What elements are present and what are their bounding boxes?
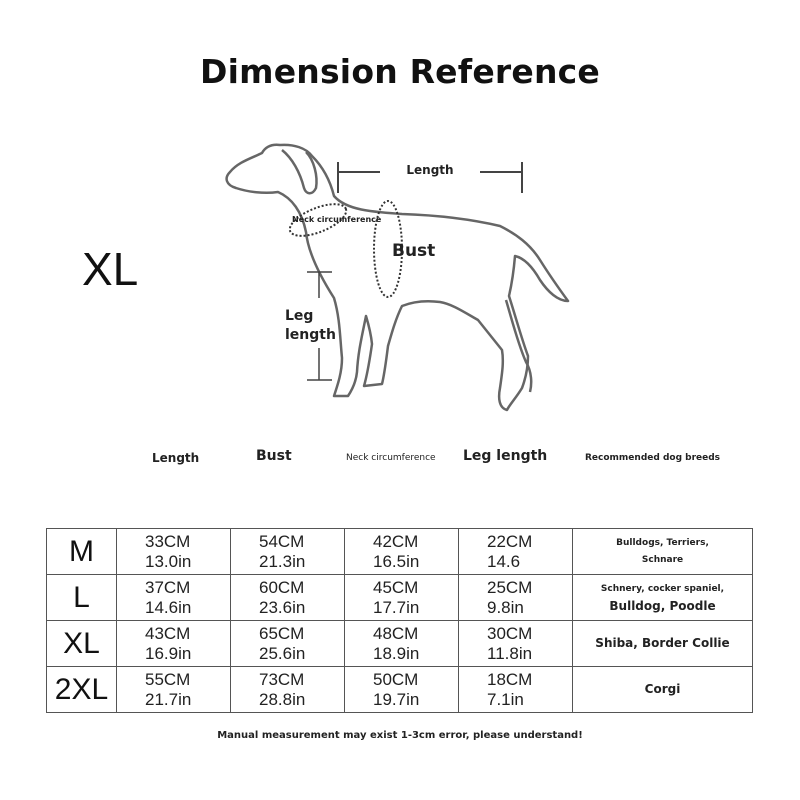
length-cell: 33CM 13.0in: [117, 529, 231, 575]
neck-measure-label: Neck circumference: [292, 215, 382, 224]
leg-measure-label-line1: Leg: [285, 308, 314, 324]
footnote: Manual measurement may exist 1-3cm error, please understand!: [217, 730, 583, 741]
bust-cell: 60CM 23.6in: [231, 575, 345, 621]
header-length: Length: [152, 451, 200, 465]
table-row: [47, 529, 753, 575]
breed-cell: Schnery, cocker spaniel, Bulldog, Poodle: [573, 575, 753, 621]
leg-cell: 22CM 14.6: [459, 529, 573, 575]
header-breeds: Recommended dog breeds: [585, 453, 721, 463]
length-cell: 55CM 21.7in: [117, 667, 231, 713]
page-title: Dimension Reference: [200, 52, 600, 91]
header-bust: Bust: [256, 448, 292, 464]
leg-cell: 25CM 9.8in: [459, 575, 573, 621]
size-table: [46, 528, 753, 713]
header-leg: Leg length: [463, 448, 548, 464]
leg-cell: 30CM 11.8in: [459, 621, 573, 667]
length-measure-label: Length: [406, 163, 454, 177]
size-cell: XL: [47, 621, 117, 667]
bust-cell: 54CM 21.3in: [231, 529, 345, 575]
neck-cell: 45CM 17.7in: [345, 575, 459, 621]
breed-cell: Corgi: [573, 667, 753, 713]
length-cell: 37CM 14.6in: [117, 575, 231, 621]
dog-outline-icon: [227, 145, 568, 410]
size-label: XL: [82, 243, 139, 295]
neck-cell: 50CM 19.7in: [345, 667, 459, 713]
size-cell: M: [47, 529, 117, 575]
bust-cell: 73CM 28.8in: [231, 667, 345, 713]
neck-cell: 42CM 16.5in: [345, 529, 459, 575]
leg-measure-label-line2: length: [285, 327, 336, 343]
table-row: [47, 575, 753, 621]
length-cell: 43CM 16.9in: [117, 621, 231, 667]
leg-cell: 18CM 7.1in: [459, 667, 573, 713]
bust-cell: 65CM 25.6in: [231, 621, 345, 667]
breed-cell: Bulldogs, Terriers, Schnare: [573, 529, 753, 575]
header-neck: Neck circumference: [346, 453, 436, 463]
table-row: [47, 621, 753, 667]
size-cell: L: [47, 575, 117, 621]
breed-cell: Shiba, Border Collie: [573, 621, 753, 667]
neck-cell: 48CM 18.9in: [345, 621, 459, 667]
bust-measure-label: Bust: [392, 241, 436, 261]
table-row: [47, 667, 753, 713]
size-cell: 2XL: [47, 667, 117, 713]
